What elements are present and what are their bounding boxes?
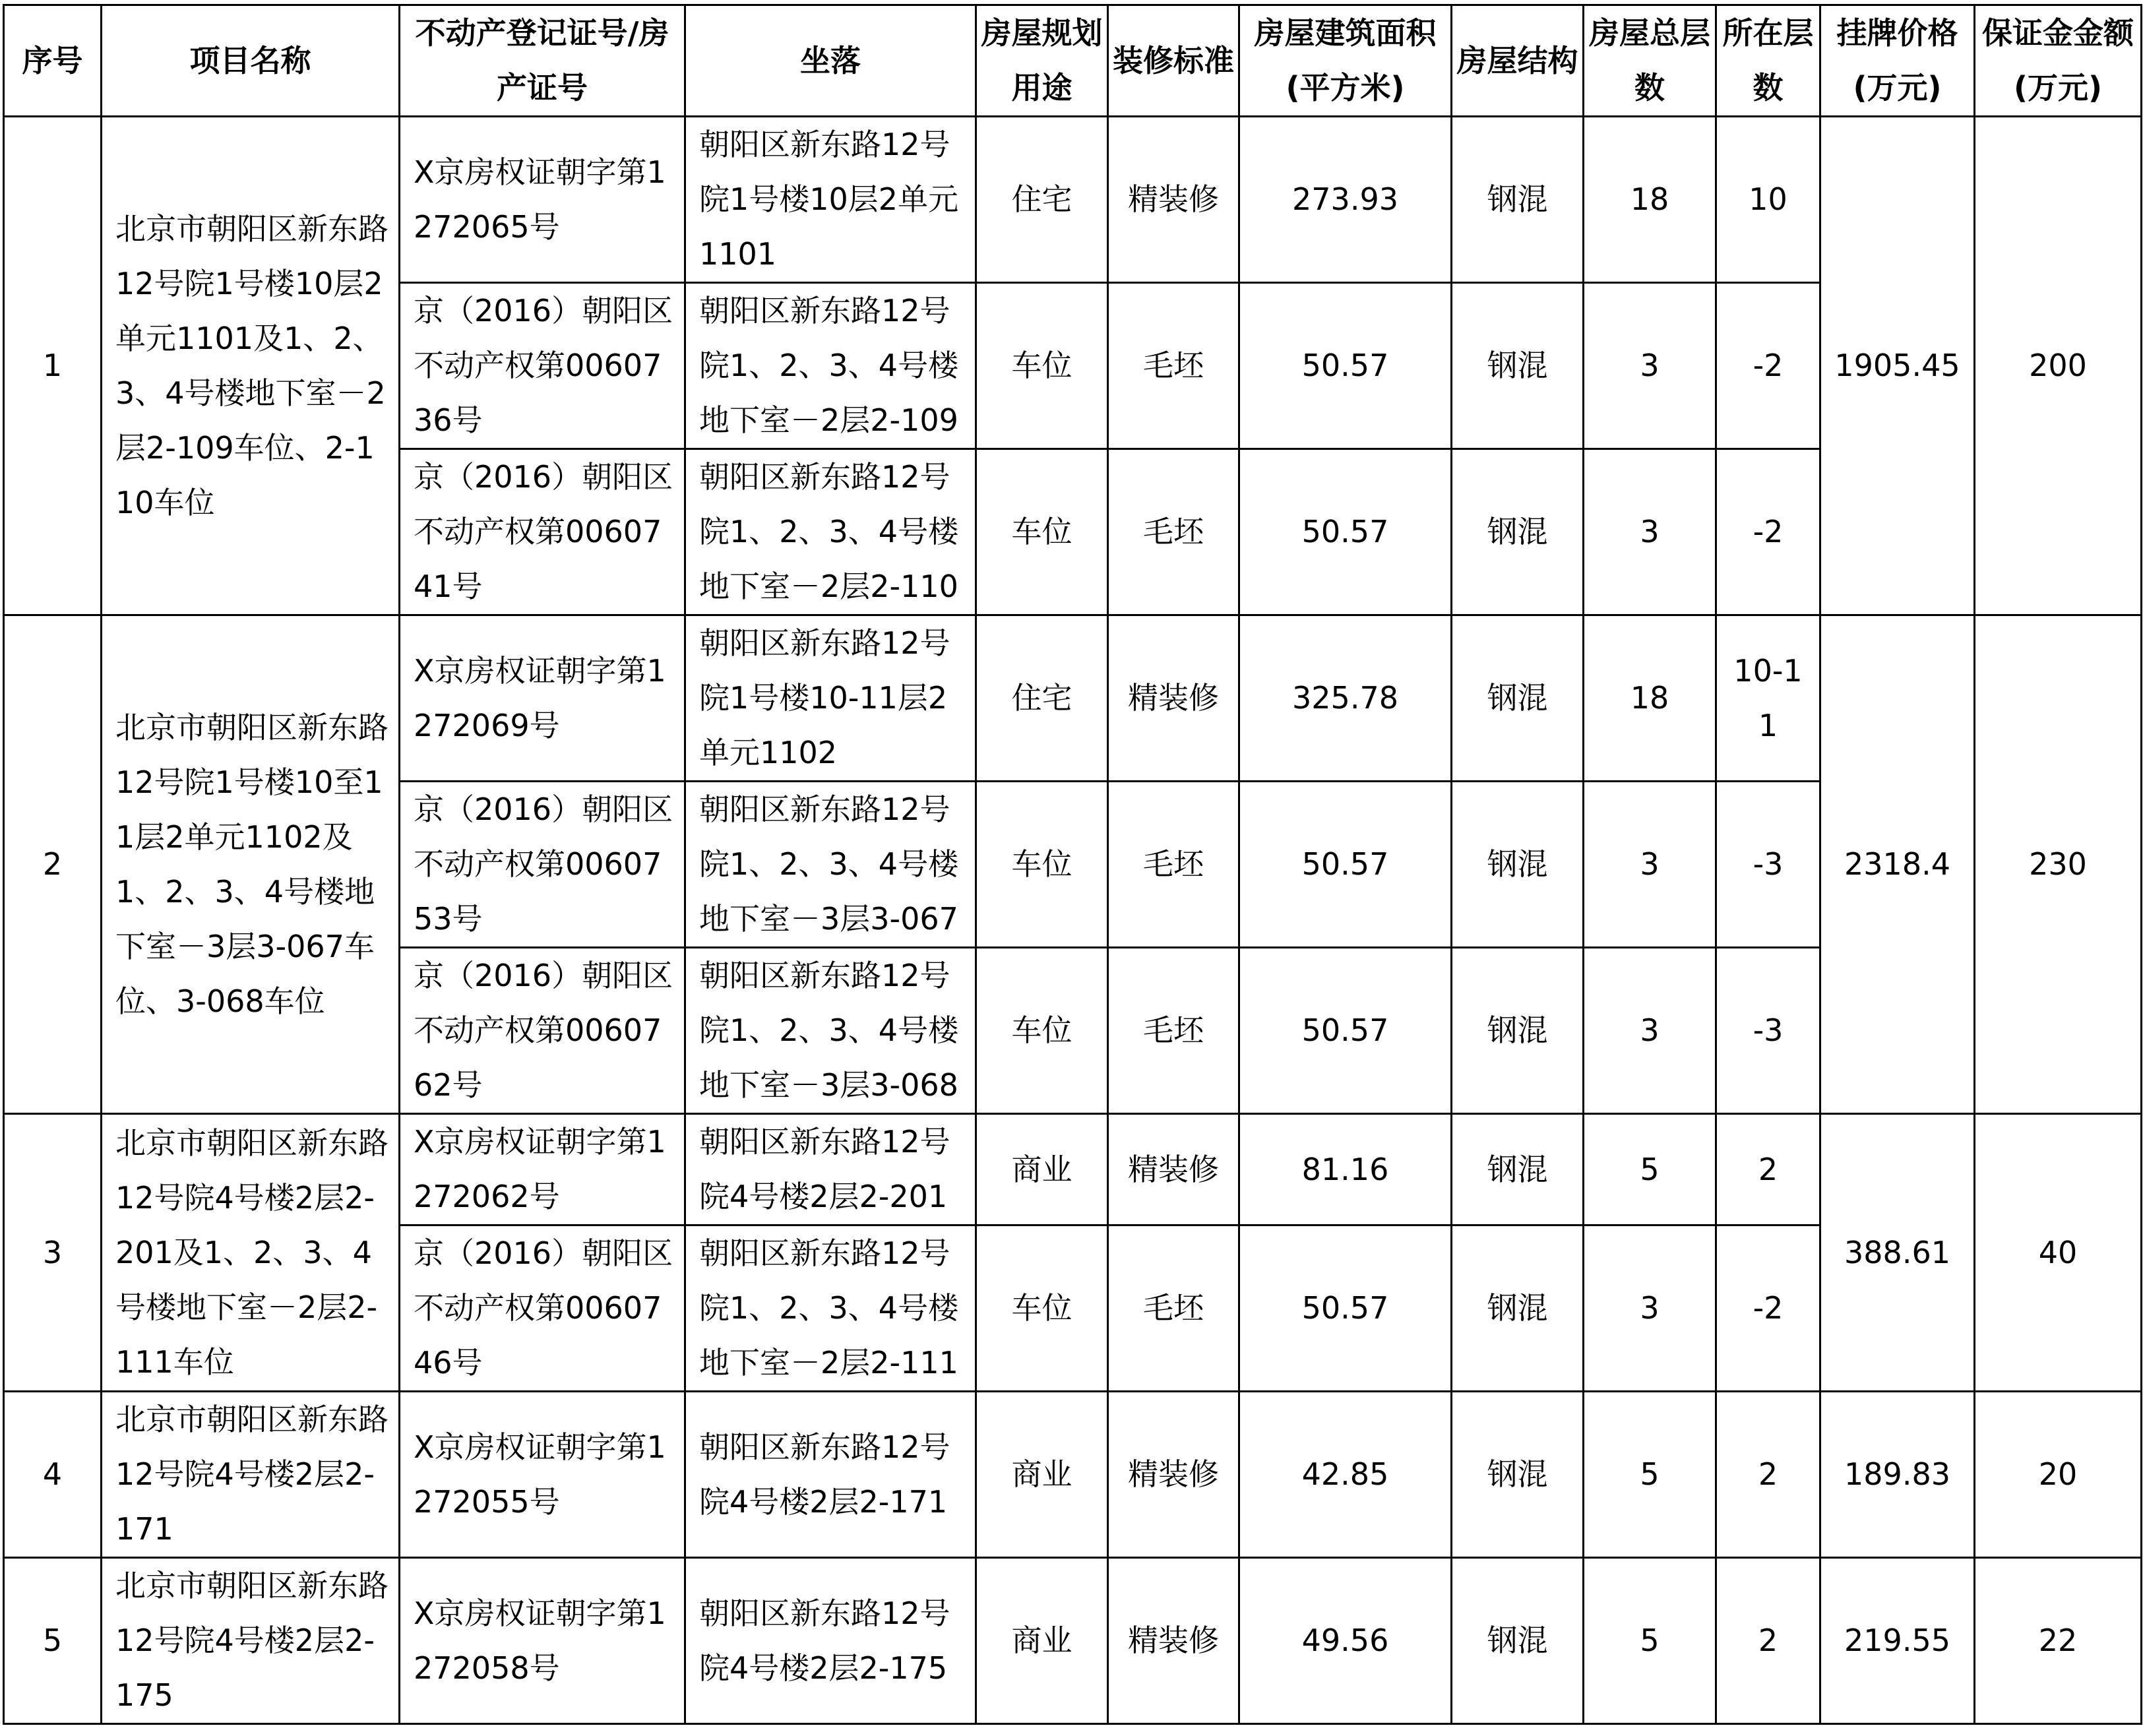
cell-deposit: 40 (1975, 1114, 2142, 1392)
header-location: 坐落 (685, 5, 976, 117)
cell-deposit: 200 (1975, 117, 2142, 615)
table-row (4, 117, 2142, 283)
cell-area: 49.56 (1239, 1558, 1452, 1724)
table-row (4, 1114, 2142, 1225)
cell-usage: 车位 (976, 948, 1108, 1114)
header-decoration: 装修标准 (1108, 5, 1239, 117)
cell-name: 北京市朝阳区新东路12号院4号楼2层2-175 (102, 1558, 400, 1724)
cell-cert: 京（2016）朝阳区不动产权第0060741号 (400, 449, 685, 615)
cell-price: 219.55 (1820, 1558, 1975, 1724)
cell-structure: 钢混 (1452, 782, 1584, 948)
header-name: 项目名称 (102, 5, 400, 117)
cell-name: 北京市朝阳区新东路12号院1号楼10至11层2单元1102及1、2、3、4号楼地下室－3层3-067车位、3-068车位 (102, 615, 400, 1114)
cell-location: 朝阳区新东路12号院1、2、3、4号楼地下室－3层3-068 (685, 948, 976, 1114)
cell-floor: -2 (1716, 283, 1820, 449)
header-deposit: 保证金金额(万元) (1975, 5, 2142, 117)
cell-decoration: 毛坯 (1108, 782, 1239, 948)
cell-total-floors: 3 (1584, 449, 1716, 615)
cell-floor: -3 (1716, 948, 1820, 1114)
table-row (4, 1392, 2142, 1558)
cell-deposit: 20 (1975, 1392, 2142, 1558)
cell-deposit: 230 (1975, 615, 2142, 1114)
cell-seq: 5 (4, 1558, 102, 1724)
header-cert: 不动产登记证号/房产证号 (400, 5, 685, 117)
cell-area: 81.16 (1239, 1114, 1452, 1225)
cell-area: 50.57 (1239, 283, 1452, 449)
cell-location: 朝阳区新东路12号院4号楼2层2-175 (685, 1558, 976, 1724)
header-total-floors: 房屋总层数 (1584, 5, 1716, 117)
header-floor: 所在层数 (1716, 5, 1820, 117)
cell-price: 189.83 (1820, 1392, 1975, 1558)
cell-seq: 4 (4, 1392, 102, 1558)
cell-seq: 2 (4, 615, 102, 1114)
table-row (4, 1558, 2142, 1724)
cell-location: 朝阳区新东路12号院4号楼2层2-171 (685, 1392, 976, 1558)
cell-cert: 京（2016）朝阳区不动产权第0060736号 (400, 283, 685, 449)
cell-total-floors: 5 (1584, 1114, 1716, 1225)
cell-usage: 商业 (976, 1558, 1108, 1724)
cell-area: 50.57 (1239, 449, 1452, 615)
cell-total-floors: 5 (1584, 1558, 1716, 1724)
property-listing-table (3, 4, 2142, 1725)
cell-total-floors: 3 (1584, 782, 1716, 948)
cell-cert: X京房权证朝字第1272055号 (400, 1392, 685, 1558)
cell-total-floors: 3 (1584, 283, 1716, 449)
cell-usage: 商业 (976, 1114, 1108, 1225)
cell-cert: X京房权证朝字第1272065号 (400, 117, 685, 283)
cell-structure: 钢混 (1452, 948, 1584, 1114)
cell-location: 朝阳区新东路12号院1、2、3、4号楼地下室－2层2-111 (685, 1225, 976, 1392)
cell-structure: 钢混 (1452, 1225, 1584, 1392)
cell-decoration: 精装修 (1108, 1392, 1239, 1558)
cell-decoration: 精装修 (1108, 1558, 1239, 1724)
cell-decoration: 毛坯 (1108, 1225, 1239, 1392)
cell-price: 388.61 (1820, 1114, 1975, 1392)
cell-area: 50.57 (1239, 782, 1452, 948)
cell-total-floors: 3 (1584, 1225, 1716, 1392)
cell-total-floors: 18 (1584, 615, 1716, 782)
cell-decoration: 毛坯 (1108, 283, 1239, 449)
cell-usage: 住宅 (976, 117, 1108, 283)
cell-area: 42.85 (1239, 1392, 1452, 1558)
cell-floor: 10-11 (1716, 615, 1820, 782)
cell-floor: 2 (1716, 1114, 1820, 1225)
cell-structure: 钢混 (1452, 283, 1584, 449)
cell-usage: 车位 (976, 1225, 1108, 1392)
cell-seq: 3 (4, 1114, 102, 1392)
cell-cert: 京（2016）朝阳区不动产权第0060762号 (400, 948, 685, 1114)
cell-seq: 1 (4, 117, 102, 615)
table-row (4, 615, 2142, 782)
cell-structure: 钢混 (1452, 1392, 1584, 1558)
cell-decoration: 毛坯 (1108, 948, 1239, 1114)
cell-usage: 车位 (976, 449, 1108, 615)
cell-structure: 钢混 (1452, 1558, 1584, 1724)
cell-area: 273.93 (1239, 117, 1452, 283)
cell-area: 50.57 (1239, 948, 1452, 1114)
cell-area: 325.78 (1239, 615, 1452, 782)
cell-location: 朝阳区新东路12号院1、2、3、4号楼地下室－2层2-110 (685, 449, 976, 615)
header-area: 房屋建筑面积(平方米) (1239, 5, 1452, 117)
cell-deposit: 22 (1975, 1558, 2142, 1724)
cell-total-floors: 5 (1584, 1392, 1716, 1558)
cell-usage: 车位 (976, 283, 1108, 449)
cell-structure: 钢混 (1452, 615, 1584, 782)
cell-decoration: 精装修 (1108, 1114, 1239, 1225)
cell-decoration: 精装修 (1108, 615, 1239, 782)
cell-structure: 钢混 (1452, 449, 1584, 615)
cell-floor: 2 (1716, 1392, 1820, 1558)
cell-usage: 商业 (976, 1392, 1108, 1558)
cell-structure: 钢混 (1452, 1114, 1584, 1225)
cell-usage: 车位 (976, 782, 1108, 948)
cell-location: 朝阳区新东路12号院1号楼10-11层2单元1102 (685, 615, 976, 782)
cell-floor: 10 (1716, 117, 1820, 283)
cell-floor: -2 (1716, 1225, 1820, 1392)
cell-location: 朝阳区新东路12号院1、2、3、4号楼地下室－3层3-067 (685, 782, 976, 948)
cell-cert: X京房权证朝字第1272058号 (400, 1558, 685, 1724)
cell-cert: 京（2016）朝阳区不动产权第0060746号 (400, 1225, 685, 1392)
cell-floor: -3 (1716, 782, 1820, 948)
cell-decoration: 毛坯 (1108, 449, 1239, 615)
cell-location: 朝阳区新东路12号院1号楼10层2单元1101 (685, 117, 976, 283)
cell-price: 2318.4 (1820, 615, 1975, 1114)
cell-cert: X京房权证朝字第1272062号 (400, 1114, 685, 1225)
cell-area: 50.57 (1239, 1225, 1452, 1392)
cell-cert: X京房权证朝字第1272069号 (400, 615, 685, 782)
cell-location: 朝阳区新东路12号院4号楼2层2-201 (685, 1114, 976, 1225)
cell-total-floors: 3 (1584, 948, 1716, 1114)
cell-decoration: 精装修 (1108, 117, 1239, 283)
cell-usage: 住宅 (976, 615, 1108, 782)
header-structure: 房屋结构 (1452, 5, 1584, 117)
cell-total-floors: 18 (1584, 117, 1716, 283)
header-usage: 房屋规划用途 (976, 5, 1108, 117)
cell-cert: 京（2016）朝阳区不动产权第0060753号 (400, 782, 685, 948)
cell-floor: -2 (1716, 449, 1820, 615)
cell-price: 1905.45 (1820, 117, 1975, 615)
cell-floor: 2 (1716, 1558, 1820, 1724)
header-seq: 序号 (4, 5, 102, 117)
cell-name: 北京市朝阳区新东路12号院1号楼10层2单元1101及1、2、3、4号楼地下室－2层2-109车位、2-110车位 (102, 117, 400, 615)
cell-name: 北京市朝阳区新东路12号院4号楼2层2-171 (102, 1392, 400, 1558)
cell-structure: 钢混 (1452, 117, 1584, 283)
table-header-row (4, 5, 2142, 117)
cell-name: 北京市朝阳区新东路12号院4号楼2层2-201及1、2、3、4号楼地下室－2层2-111车位 (102, 1114, 400, 1392)
header-price: 挂牌价格(万元) (1820, 5, 1975, 117)
cell-location: 朝阳区新东路12号院1、2、3、4号楼地下室－2层2-109 (685, 283, 976, 449)
